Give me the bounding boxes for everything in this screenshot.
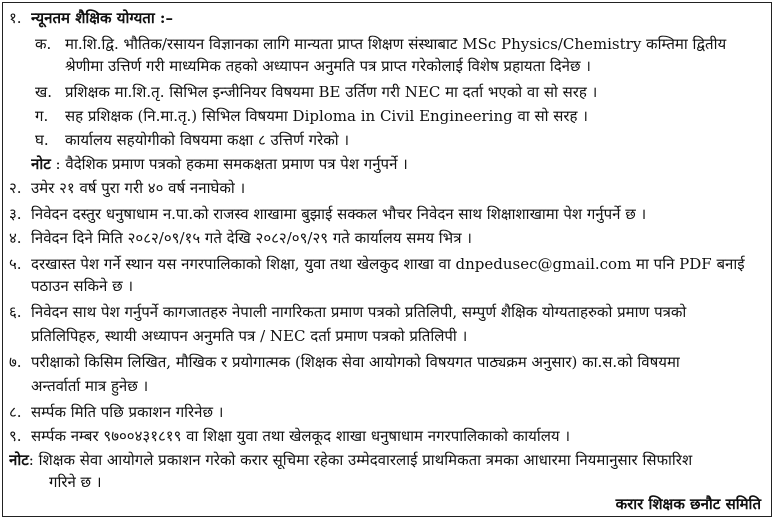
item-letter: ग. <box>35 107 49 125</box>
section-number: ५. <box>9 255 22 273</box>
item-letter: घ. <box>35 131 49 149</box>
note-text-line1: : शिक्षक सेवा आयोगले प्रकाशन गरेको करार सूचिमा रहेका उम्मेदवारलाई प्राथमिकता त्रमका आधारमा नियमानुसार सिफारिश <box>28 451 693 469</box>
qualification-item-ga <box>3 103 771 129</box>
qualification-item-ka-cont <box>3 53 771 79</box>
section-text: उमेर २१ वर्ष पुरा गरी ४० वर्ष ननाघेको । <box>31 179 246 197</box>
item-text: प्रशिक्षक मा.शि.तृ. सिभिल इन्जीनियर विषयमा BE उर्तिण गरी NEC मा दर्ता भएको वा सो सरह । <box>65 83 598 101</box>
section-number: ६. <box>9 303 22 321</box>
section-number: १. <box>9 9 22 27</box>
section-7 <box>3 349 771 375</box>
section-6 <box>3 299 771 325</box>
section-text-line2: पठाउन सकिने छ । <box>31 277 134 295</box>
section-2 <box>3 175 771 201</box>
section-4 <box>3 225 771 251</box>
section-number: २. <box>9 179 22 197</box>
qualification-item-kha <box>3 79 771 105</box>
section-6-cont <box>3 323 771 349</box>
item-text-line2: श्रेणीमा उत्तिर्ण गरी माध्यमिक तहको अध्यापन अनुमति पत्र प्राप्त गरेकोलाई विशेष प्रहायता दिनेछ । <box>65 57 591 75</box>
section-1-heading <box>3 5 771 31</box>
section-text: निवेदन दस्तुर धनुषाधाम न.पा.को राजस्व शाखामा बुझाई सक्कल भौचर निवेदन साथ शिक्षाशाखामा पेश गर्नुपर्ने छ । <box>31 205 647 223</box>
qualification-item-gha <box>3 127 771 153</box>
section-number: ८. <box>9 403 22 421</box>
section-text-line1: परीक्षाको किसिम लिखित, मौखिक र प्रयोगात्मक (शिक्षक सेवा आयोगको विषयगत पाठ्यक्रम अनुसार) का.स.को विषयमा <box>31 353 680 371</box>
section-3 <box>3 201 771 227</box>
section-text-line1: दरखास्त पेश गर्ने स्थान यस नगरपालिकाको शिक्षा, युवा तथा खेलकुद शाखा वा dnpedusec@gmail.com मा पनि PDF बनाई <box>31 255 745 273</box>
section-title: न्यूनतम शैक्षिक योग्यता :– <box>31 9 173 27</box>
section-text: निवेदन दिने मिति २०८२/०९/१५ गते देखि २०८२/०९/२९ गते कार्यालय समय भित्र । <box>31 229 472 247</box>
note-text: : वैदेशिक प्रमाण पत्रको हकमा समकक्षता प्रमाण पत्र पेश गर्नुपर्ने । <box>50 155 408 173</box>
section-text: सर्म्पक मिति पछि प्रकाशन गरिनेछ । <box>31 403 224 421</box>
section-text-line2: अन्तर्वार्ता मात्र हुनेछ । <box>31 377 149 395</box>
section-1-note <box>3 151 771 177</box>
item-text: सह प्रशिक्षक (नि.मा.तृ.) सिभिल विषयमा Diploma in Civil Engineering वा सो सरह । <box>65 107 588 125</box>
section-9 <box>3 423 771 449</box>
section-8 <box>3 399 771 425</box>
note-label: नोट <box>9 451 29 469</box>
notice-document <box>2 2 772 517</box>
section-number: ९. <box>9 427 22 445</box>
item-letter: ख. <box>35 83 53 101</box>
section-text-line2: प्रतिलिपिहरु, स्थायी अध्यापन अनुमति पत्र / NEC दर्ता प्रमाण पत्रको प्रतिलिपी । <box>31 327 468 345</box>
section-7-cont <box>3 373 771 399</box>
note-label: नोट <box>31 155 51 173</box>
section-text-line1: निवेदन साथ पेश गर्नुपर्ने कागजातहरु नेपाली नागरिकता प्रमाण पत्रको प्रतिलिपी, सम्पुर्ण शैक्षिक योग्यताहरुको प्रमाण पत्रको <box>31 303 687 321</box>
note-text-line2: गरिने छ । <box>49 473 102 491</box>
item-text: कार्यालय सहयोगीको विषयमा कक्षा ८ उत्तिर्ण गरेको । <box>65 131 350 149</box>
section-5-cont <box>3 273 771 299</box>
section-number: ७. <box>9 353 22 371</box>
section-text: सर्म्पक नम्बर ९७००४३१८१९ वा शिक्षा युवा तथा खेलकूद शाखा धनुषाधाम नगरपालिकाको कार्यालय । <box>31 427 571 445</box>
final-note-cont <box>3 469 771 495</box>
item-text-line1: मा.शि.द्वि. भौतिक/रसायन विज्ञानका लागि मान्यता प्राप्त शिक्षण संस्थाबाट MSc Physics/Chemistry कम्तिमा द्वितीय <box>65 35 727 53</box>
item-letter: क. <box>35 35 52 53</box>
section-number: ३. <box>9 205 22 223</box>
committee-signature: करार शिक्षक छनौट समिति <box>615 495 761 513</box>
section-number: ४. <box>9 229 22 247</box>
